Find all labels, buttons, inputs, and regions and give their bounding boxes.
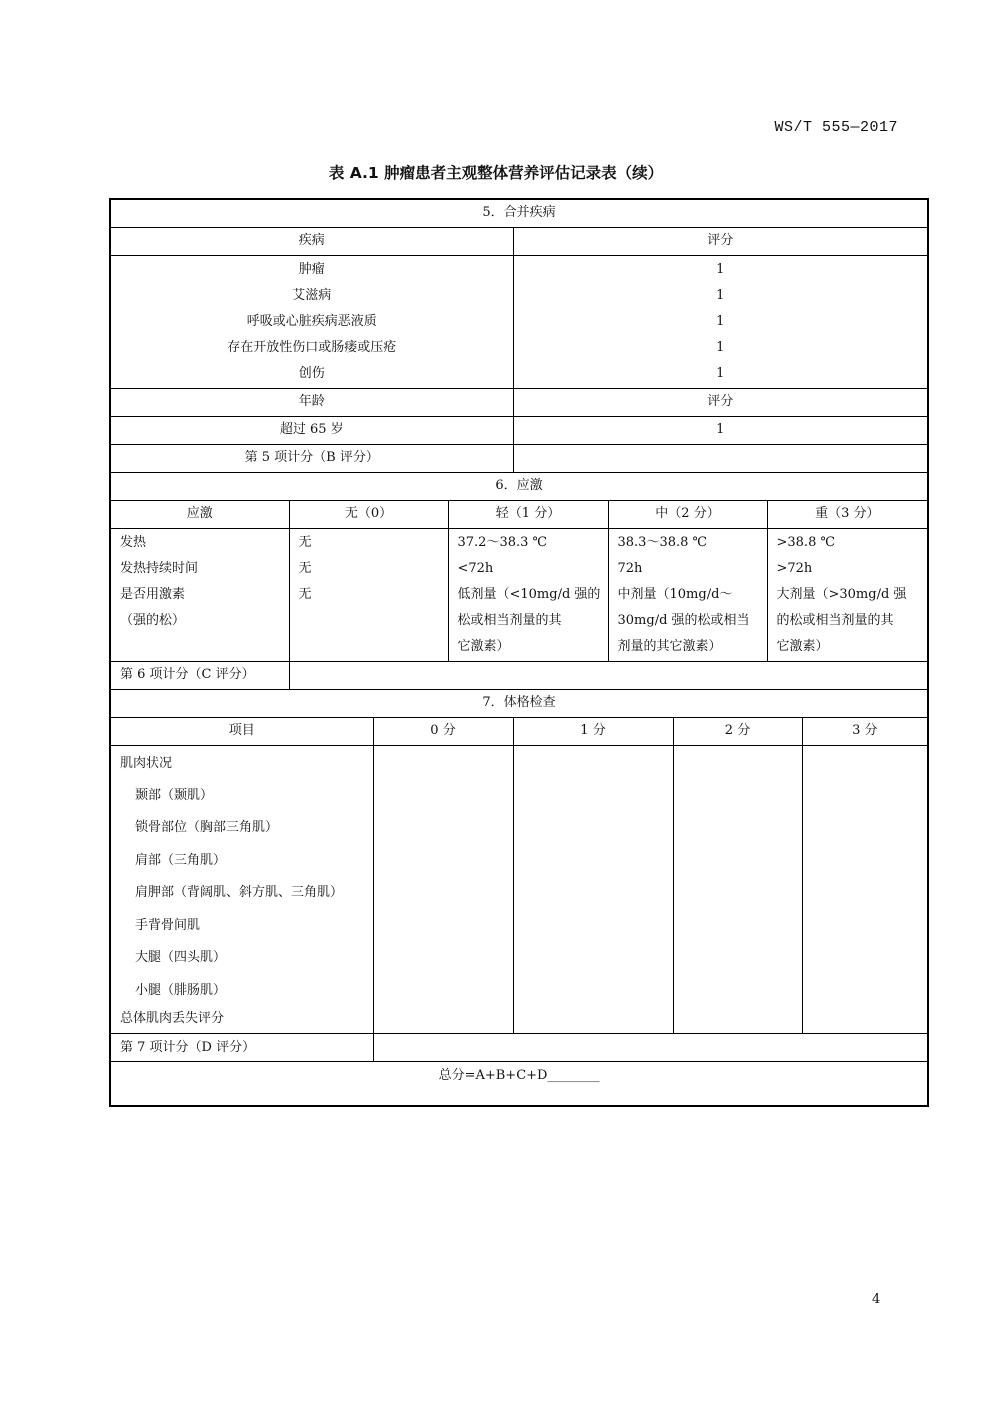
- section6-subtotal-value[interactable]: [289, 661, 928, 689]
- table-title: 表 A.1 肿瘤患者主观整体营养评估记录表（续）: [328, 164, 664, 182]
- disease-score: 1: [716, 261, 725, 277]
- disease-name: 艾滋病: [292, 287, 332, 303]
- section6-header-severe: 重（3 分）: [767, 500, 928, 528]
- none-item: 无: [298, 560, 312, 576]
- mild-item: <72h: [457, 560, 494, 576]
- section7-header-score3: 3 分: [802, 717, 928, 745]
- muscle-total: 总体肌肉丢失评分: [120, 1011, 225, 1026]
- section6-title: 6．应激: [110, 472, 928, 500]
- section5-score-list: [513, 255, 928, 388]
- disease-score: 1: [716, 313, 725, 329]
- section5-age-header: 年龄: [110, 388, 513, 416]
- none-item: 无: [298, 586, 312, 602]
- muscle-item: 手背骨间肌: [135, 917, 201, 933]
- section6-none-col: [289, 528, 448, 661]
- section6-header-none: 无（0）: [289, 500, 448, 528]
- moderate-item: 剂量的其它激素）: [617, 638, 722, 654]
- stress-item: （强的松）: [120, 612, 186, 628]
- section7-subtotal-value[interactable]: [373, 1034, 928, 1062]
- severe-item: 大剂量（>30mg/d 强: [776, 586, 907, 602]
- muscle-item: 小腿（腓肠肌）: [135, 982, 227, 998]
- moderate-item: 30mg/d 强的松或相当: [617, 612, 750, 628]
- section6-mild-col: [448, 528, 608, 661]
- moderate-item: 72h: [617, 560, 643, 576]
- section7-header-item: 项目: [110, 717, 373, 745]
- section5-subtotal-label: 第 5 项计分（B 评分）: [110, 444, 513, 472]
- disease-name: 呼吸或心脏疾病恶液质: [246, 313, 377, 329]
- moderate-item: 38.3～38.8 ℃: [617, 534, 708, 550]
- section5-disease-list: [110, 255, 513, 388]
- section6-moderate-col: [608, 528, 767, 661]
- disease-score: 1: [716, 287, 725, 303]
- stress-item: 发热持续时间: [120, 560, 199, 576]
- muscle-item: 肩胛部（背阔肌、斜方肌、三角肌）: [135, 885, 344, 900]
- severe-item: 的松或相当剂量的其: [776, 612, 894, 628]
- muscle-item: 大腿（四头肌）: [135, 950, 227, 965]
- moderate-item: 中剂量（10mg/d～: [617, 586, 733, 602]
- section5-subtotal-value[interactable]: [513, 444, 928, 472]
- stress-item: 发热: [120, 534, 147, 550]
- mild-item: 松或相当剂量的其: [457, 612, 562, 628]
- mild-item: 37.2～38.3 ℃: [457, 534, 548, 550]
- severe-item: >38.8 ℃: [776, 534, 836, 550]
- severe-item: 它激素）: [776, 638, 829, 654]
- section6-header-stress: 应激: [110, 500, 289, 528]
- section7-subtotal-label: 第 7 项计分（D 评分）: [110, 1034, 373, 1062]
- score2-cell[interactable]: [673, 745, 802, 1034]
- score3-cell[interactable]: [802, 745, 928, 1034]
- stress-item: 是否用激素: [120, 586, 186, 602]
- assessment-table: [109, 198, 929, 1107]
- section5-age-score: 1: [513, 416, 928, 444]
- severe-item: >72h: [776, 560, 813, 576]
- section6-stress-col: [110, 528, 289, 661]
- standard-code: WS/T 555—2017: [774, 119, 898, 136]
- disease-score: 1: [716, 339, 725, 355]
- section6-subtotal-label: 第 6 项计分（C 评分）: [110, 661, 289, 689]
- mild-item: 它激素）: [457, 638, 510, 654]
- none-item: 无: [298, 534, 312, 550]
- section7-header-score1: 1 分: [513, 717, 673, 745]
- section6-header-mild: 轻（1 分）: [448, 500, 608, 528]
- score0-cell[interactable]: [373, 745, 513, 1034]
- disease-name: 创伤: [298, 365, 325, 381]
- mild-item: 低剂量（<10mg/d 强的: [457, 586, 601, 602]
- section7-muscle-list: [110, 745, 373, 1034]
- page-number: 4: [872, 1292, 881, 1307]
- muscle-item: 肩部（三角肌）: [135, 852, 227, 868]
- section5-age-score-header: 评分: [513, 388, 928, 416]
- score1-cell[interactable]: [513, 745, 673, 1034]
- section7-header-score2: 2 分: [673, 717, 802, 745]
- section6-severe-col: [767, 528, 928, 661]
- muscle-item: 锁骨部位（胸部三角肌）: [135, 820, 279, 835]
- disease-name: 存在开放性伤口或肠瘘或压疮: [227, 339, 397, 355]
- section5-age-item: 超过 65 岁: [110, 416, 513, 444]
- section7-title: 7．体格检查: [110, 689, 928, 717]
- section5-score-header: 评分: [513, 227, 928, 255]
- section5-disease-header: 疾病: [110, 227, 513, 255]
- section5-title: 5．合并疾病: [110, 199, 928, 227]
- total-formula: 总分=A+B+C+D________: [110, 1062, 928, 1106]
- section7-header-score0: 0 分: [373, 717, 513, 745]
- disease-score: 1: [716, 365, 725, 381]
- muscle-title: 肌肉状况: [120, 755, 173, 771]
- section6-header-moderate: 中（2 分）: [608, 500, 767, 528]
- muscle-item: 颞部（颞肌）: [135, 787, 214, 803]
- disease-name: 肿瘤: [298, 261, 325, 277]
